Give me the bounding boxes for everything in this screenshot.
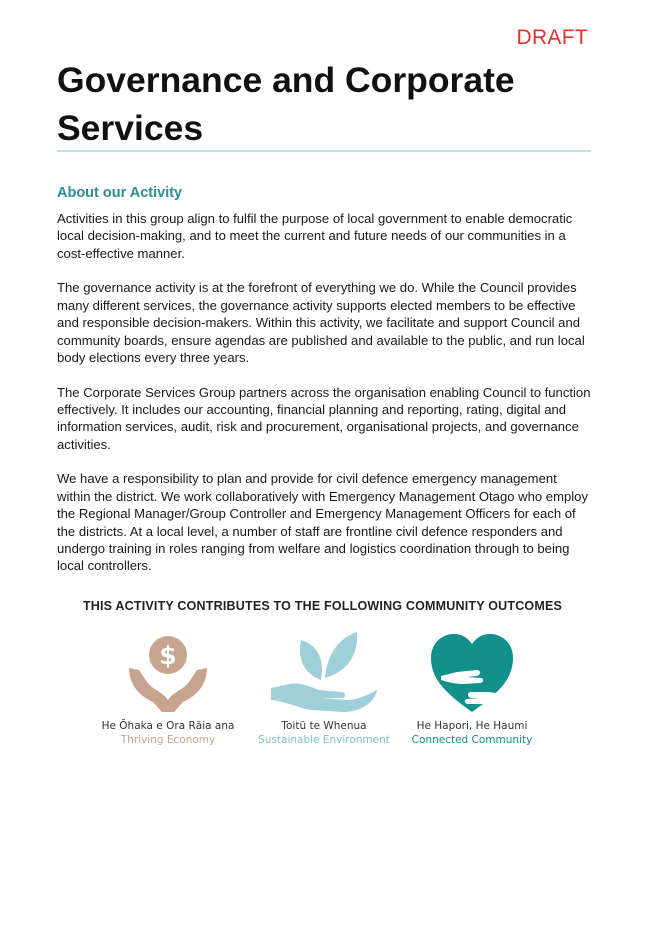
- paragraph: We have a responsibility to plan and provide for civil defence emergency management within the district. We work collaboratively with Emergency Management Otago who employ the Regional Manager/Group Controller and Emergency Management Officers for each of the districts. At a local level, a number of staff are frontline civil defence responders and undergo training in roles ranging from welfare and logistics coordination through to being local controllers.: [57, 471, 589, 574]
- outcome-sustainable-environment: [256, 630, 392, 746]
- outcome-subtitle: Connected Community: [411, 734, 533, 746]
- hand-leaf-icon: [269, 630, 379, 714]
- outcome-subtitle: Sustainable Environment: [258, 734, 390, 746]
- outcome-connected-community: [404, 632, 540, 746]
- svg-text:$: $: [159, 641, 177, 670]
- paragraph: The Corporate Services Group partners across the organisation enabling Council to function effectively. It includes our accounting, financial planning and reporting, rating, digital and information services, audit, risk and procurement, organisational projects, and governance activities.: [57, 384, 591, 452]
- paragraph: The governance activity is at the forefront of everything we do. While the Council provides many different services, the governance activity supports elected members to be effective and responsible decision-makers. Within this activity, we facilitate and support Council and community boards, ensure agendas are published and available to the public, and run local body elections every three years.: [57, 280, 585, 366]
- heart-hands-icon: [427, 632, 517, 714]
- outcome-name: He Hapori, He Haumi: [416, 720, 528, 732]
- body-text: [57, 210, 591, 592]
- section-heading: About our Activity: [57, 185, 183, 201]
- outcome-name: Toitū te Whenua: [281, 720, 367, 732]
- outcome-thriving-economy: [100, 632, 236, 746]
- page-title: Governance and Corporate Services: [57, 60, 515, 148]
- title-divider: [57, 150, 591, 152]
- paragraph: Activities in this group align to fulfil the purpose of local government to enable democratic local decision-making, and to meet the current and future needs of our communities in a cost-effective manner.: [57, 211, 573, 261]
- hands-dollar-icon: [123, 632, 213, 714]
- outcome-subtitle: Thriving Economy: [120, 734, 216, 746]
- draft-label: DRAFT: [516, 26, 588, 49]
- outcomes-heading: THIS ACTIVITY CONTRIBUTES TO THE FOLLOWING COMMUNITY OUTCOMES: [82, 599, 563, 613]
- outcome-name: He Ōhaka e Ora Rāia ana: [101, 720, 235, 732]
